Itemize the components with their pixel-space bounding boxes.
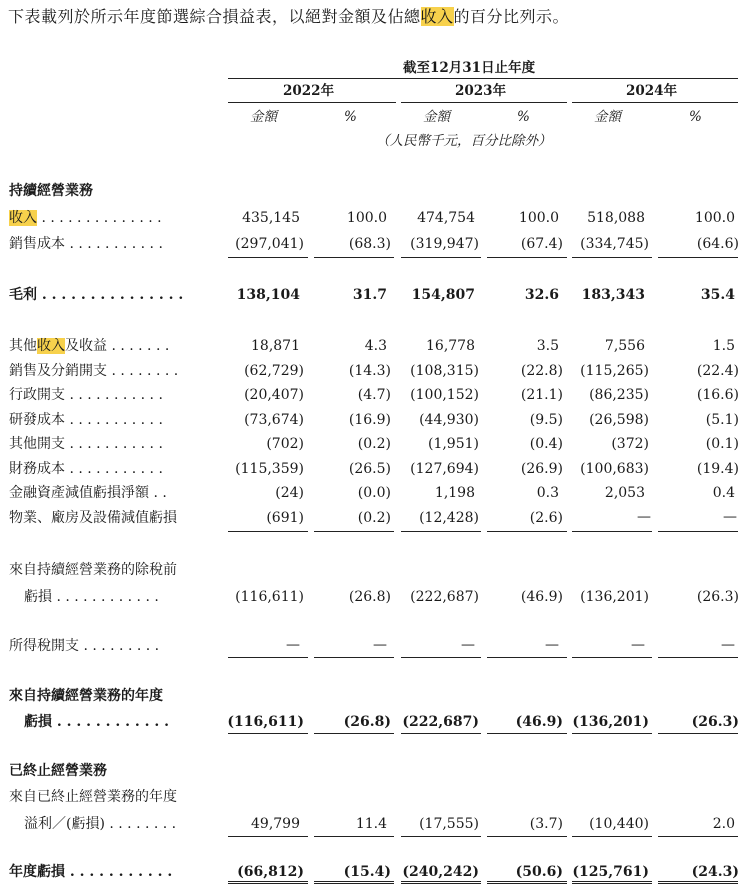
year-2023: 2023年	[455, 83, 507, 99]
period-header: 截至12月31日止年度	[403, 60, 536, 76]
cell: (100,683)	[580, 461, 649, 477]
label-gross-profit: 毛利 . . . . . . . . . . . . . . .	[9, 287, 184, 303]
label-impairment-fin: 金融資產減值虧損淨額 . .	[9, 485, 167, 501]
cell: (222,687)	[402, 714, 479, 730]
cell: (1,951)	[427, 436, 479, 452]
cell: (116,611)	[235, 589, 304, 605]
cell: (115,359)	[235, 461, 304, 477]
cell: (100,152)	[410, 387, 479, 403]
label-loss-continuing-2: 虧損 . . . . . . . . . . . .	[24, 714, 169, 730]
cell: 138,104	[236, 287, 300, 303]
cell: 7,556	[604, 338, 645, 354]
cell: (17,555)	[419, 816, 479, 832]
label-revenue-dots: . . . . . . . . . . . . . .	[37, 210, 162, 226]
underline	[487, 733, 567, 734]
cell: (0.2)	[357, 436, 391, 452]
underline	[572, 733, 652, 734]
cell: (73,674)	[244, 412, 304, 428]
underline	[487, 657, 567, 658]
cell: 32.6	[524, 287, 559, 303]
label-other-income-hl: 收入	[37, 338, 65, 354]
year-rule-2023	[401, 102, 567, 103]
cell: (116,611)	[227, 714, 304, 730]
section-continuing: 持續經營業務	[9, 183, 93, 199]
cell: 100.0	[346, 210, 387, 226]
cell: (22.8)	[520, 363, 563, 379]
underline	[228, 657, 308, 658]
cell: (44,930)	[419, 412, 479, 428]
intro-before: 下表載列於所示年度節選綜合損益表，以絕對金額及佔總	[8, 7, 421, 26]
cell: (26.9)	[520, 461, 563, 477]
cell: 16,778	[426, 338, 475, 354]
underline	[228, 836, 308, 837]
cell: (10,440)	[589, 816, 649, 832]
cell: 49,799	[251, 816, 300, 832]
cell: (115,265)	[580, 363, 649, 379]
cell: (127,694)	[410, 461, 479, 477]
cell: 183,343	[581, 287, 645, 303]
intro-text	[8, 9, 569, 25]
amount-header-2023: 金額	[423, 109, 450, 125]
dash-cell: —	[373, 637, 387, 653]
cell: 2,053	[604, 485, 645, 501]
underline	[487, 531, 567, 532]
period-rule	[228, 78, 738, 79]
underline	[314, 531, 394, 532]
cell: (26.5)	[348, 461, 391, 477]
cell: 18,871	[251, 338, 300, 354]
cell: 0.3	[536, 485, 559, 501]
cell: 0.4	[712, 485, 735, 501]
cell: (64.6)	[696, 236, 739, 252]
cell: (67.4)	[520, 236, 563, 252]
cell: (12,428)	[419, 510, 479, 526]
cell: (66,812)	[237, 864, 304, 880]
underline	[314, 257, 394, 258]
cell: (62,729)	[244, 363, 304, 379]
underline	[658, 657, 738, 658]
underline	[572, 257, 652, 258]
cell: 2.0	[712, 816, 735, 832]
cell: (297,041)	[235, 236, 304, 252]
label-finance: 財務成本 . . . . . . . . . . .	[9, 461, 163, 477]
double-underline	[228, 881, 308, 884]
underline	[401, 733, 481, 734]
underline	[401, 531, 481, 532]
underline	[314, 733, 394, 734]
label-rnd: 研發成本 . . . . . . . . . . .	[9, 412, 163, 428]
cell: (21.1)	[520, 387, 563, 403]
cell: (0.0)	[357, 485, 391, 501]
underline	[228, 257, 308, 258]
dash-cell: —	[286, 637, 300, 653]
cell: (16.9)	[348, 412, 391, 428]
dash-cell: —	[637, 509, 651, 525]
intro-after: 的百分比列示。	[453, 7, 570, 26]
label-other-income-post: 及收益 . . . . . . .	[65, 338, 170, 354]
underline	[228, 531, 308, 532]
cell: (136,201)	[572, 714, 649, 730]
double-underline	[401, 881, 481, 884]
underline	[401, 657, 481, 658]
dash-cell: —	[723, 509, 737, 525]
cell: 1.5	[712, 338, 735, 354]
cell: 518,088	[587, 210, 645, 226]
underline	[658, 733, 738, 734]
dash-cell: —	[631, 637, 645, 653]
cell: (26.3)	[696, 589, 739, 605]
pct-header-2024: %	[689, 109, 702, 125]
cell: (0.4)	[529, 436, 563, 452]
cell: (3.7)	[529, 816, 563, 832]
cell: 435,145	[242, 210, 300, 226]
cell: 4.3	[364, 338, 387, 354]
label-loss-continuing-1: 來自持續經營業務的年度	[9, 688, 163, 704]
cell: (20,407)	[244, 387, 304, 403]
cell: (9.5)	[529, 412, 563, 428]
cell: (372)	[611, 436, 649, 452]
label-impairment-ppe: 物業、廠房及設備減值虧損	[9, 510, 177, 526]
cell: 474,754	[417, 210, 475, 226]
cell: (46.9)	[520, 589, 563, 605]
label-income-tax: 所得稅開支 . . . . . . . . .	[9, 638, 160, 654]
year-rule-2022	[228, 102, 396, 103]
cell: (22.4)	[696, 363, 739, 379]
cell: (702)	[266, 436, 304, 452]
underline	[487, 836, 567, 837]
cell: (108,315)	[410, 363, 479, 379]
year-rule-2024	[572, 102, 738, 103]
cell: (240,242)	[402, 864, 479, 880]
cell: 3.5	[536, 338, 559, 354]
dash-cell: —	[721, 637, 735, 653]
double-underline	[572, 881, 652, 884]
cell: (26,598)	[589, 412, 649, 428]
label-admin: 行政開支 . . . . . . . . . . .	[9, 387, 163, 403]
amount-header-2024: 金額	[594, 109, 621, 125]
pct-header-2023: %	[517, 109, 530, 125]
year-2024: 2024年	[626, 83, 678, 99]
cell: (5.1)	[705, 412, 739, 428]
intro-highlight: 收入	[420, 7, 454, 26]
cell: 1,198	[434, 485, 475, 501]
cell: (86,235)	[589, 387, 649, 403]
underline	[314, 836, 394, 837]
amount-header-2022: 金額	[250, 109, 277, 125]
cell: 35.4	[700, 287, 735, 303]
cell: (19.4)	[696, 461, 739, 477]
cell: 100.0	[694, 210, 735, 226]
cell: 154,807	[411, 287, 475, 303]
cell: (16.6)	[696, 387, 739, 403]
cell: (319,947)	[410, 236, 479, 252]
dash-cell: —	[461, 637, 475, 653]
label-loss-before-tax-1: 來自持續經營業務的除稅前	[9, 562, 177, 578]
double-underline	[658, 881, 738, 884]
cell: (26.8)	[348, 589, 391, 605]
cell: (26.8)	[343, 714, 391, 730]
label-cost-of-sales: 銷售成本 . . . . . . . . . . .	[9, 236, 163, 252]
year-2022: 2022年	[283, 83, 335, 99]
cell: (0.1)	[705, 436, 739, 452]
label-selling: 銷售及分銷開支 . . . . . . . .	[9, 363, 179, 379]
label-discontinued-1: 來自已終止經營業務的年度	[9, 789, 177, 805]
cell: (68.3)	[348, 236, 391, 252]
underline	[572, 836, 652, 837]
underline	[572, 531, 652, 532]
double-underline	[314, 881, 394, 884]
label-other-exp: 其他開支 . . . . . . . . . . .	[9, 436, 163, 452]
cell: (24.3)	[691, 864, 739, 880]
cell: (50.6)	[515, 864, 563, 880]
cell: (24)	[275, 485, 304, 501]
dash-cell: —	[545, 637, 559, 653]
cell: 31.7	[352, 287, 387, 303]
unit-note: （人民幣千元，百分比除外）	[376, 133, 552, 149]
double-underline	[487, 881, 567, 884]
underline	[401, 257, 481, 258]
underline	[228, 733, 308, 734]
label-revenue-hl: 收入	[9, 210, 37, 226]
cell: (691)	[266, 510, 304, 526]
underline	[487, 257, 567, 258]
label-other-income-pre: 其他	[9, 338, 37, 354]
cell: (334,745)	[580, 236, 649, 252]
cell: (125,761)	[572, 864, 649, 880]
cell: (222,687)	[410, 589, 479, 605]
cell: (26.3)	[691, 714, 739, 730]
underline	[658, 257, 738, 258]
cell: 100.0	[518, 210, 559, 226]
cell: (4.7)	[357, 387, 391, 403]
cell: (0.2)	[357, 510, 391, 526]
label-discontinued-2: 溢利／(虧損) . . . . . . . .	[24, 816, 177, 832]
underline	[658, 531, 738, 532]
underline	[401, 836, 481, 837]
section-discontinued: 已終止經營業務	[9, 763, 107, 779]
cell: (2.6)	[529, 510, 563, 526]
underline	[314, 657, 394, 658]
cell: (15.4)	[343, 864, 391, 880]
label-loss-before-tax-2: 虧損 . . . . . . . . . . . .	[24, 589, 159, 605]
label-other-income	[9, 339, 169, 353]
underline	[572, 657, 652, 658]
label-revenue	[9, 211, 162, 225]
cell: (136,201)	[580, 589, 649, 605]
pct-header-2022: %	[344, 109, 357, 125]
cell: (14.3)	[348, 363, 391, 379]
cell: 11.4	[355, 816, 387, 832]
label-loss-year: 年度虧損 . . . . . . . . . . .	[9, 864, 173, 880]
cell: (46.9)	[515, 714, 563, 730]
underline	[658, 836, 738, 837]
